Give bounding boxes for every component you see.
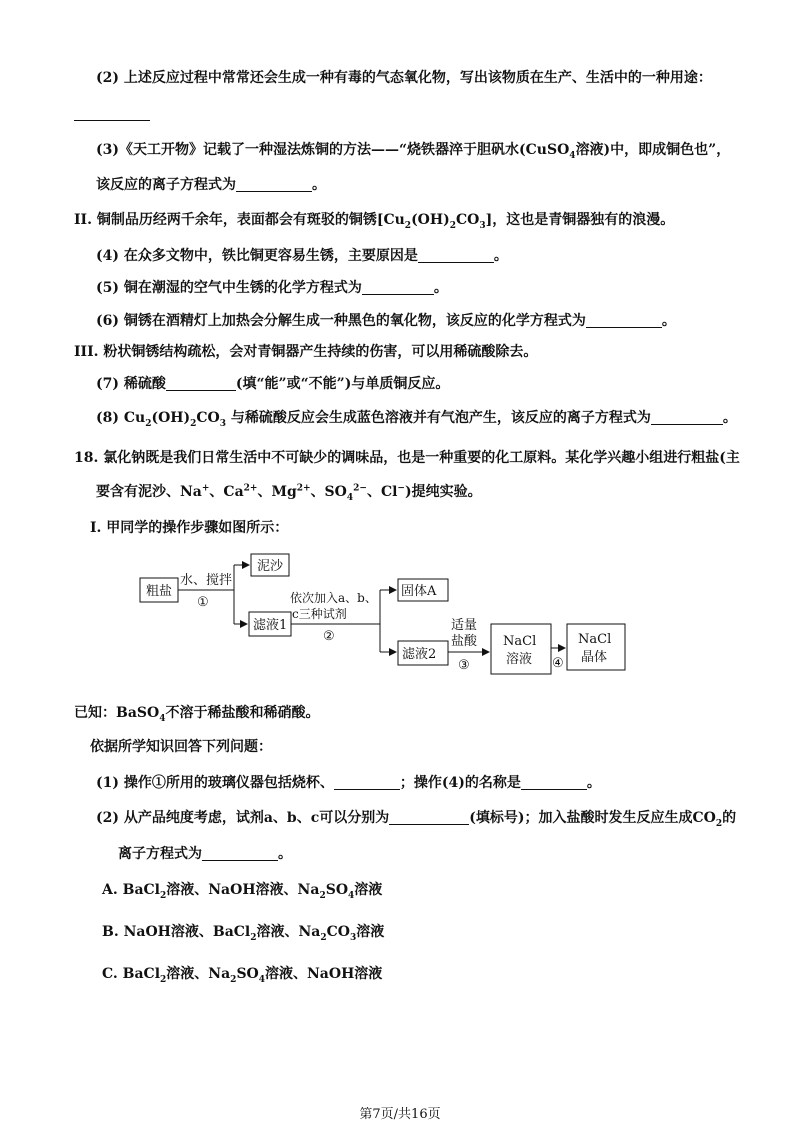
- nacl-crystal-label-1: NaCl: [578, 632, 612, 647]
- step2-label-1: 依次加入a、b、: [290, 591, 377, 605]
- section-III: III. 粉状铜锈结构疏松，会对青铜器产生持续的伤害，可以用稀硫酸除去。: [74, 344, 538, 360]
- answer-blank[interactable]: [586, 313, 662, 328]
- answer-blank[interactable]: [418, 248, 494, 263]
- q17-item-4: (4) 在众多文物中，铁比铜更容易生锈，主要原因是 。: [96, 248, 508, 264]
- answer-blank[interactable]: [521, 775, 587, 790]
- q17-item-8: (8) $Cu_2(OH)_2CO_3$ 与稀硫酸反应会生成蓝色溶液并有气泡产生，该反应的离子方程式为 。: [96, 410, 737, 429]
- q17-item-2: (2) 上述反应过程中常常还会生成一种有毒的气态氧化物，写出该物质在生产、生活中的一种用途：: [96, 70, 712, 86]
- section-II: II. 铜制品历经两千余年，表面都会有斑驳的铜锈$[Cu_2(OH)_2CO_3]$，这也是青铜器独有的浪漫。: [74, 212, 675, 231]
- answer-intro: 依据所学知识回答下列问题：: [90, 739, 272, 755]
- answer-blank[interactable]: [236, 177, 312, 192]
- crude-salt-label: 粗盐: [146, 584, 173, 599]
- q18-item-2-cont: 离子方程式为 。: [118, 846, 292, 862]
- step3-label-2: 盐酸: [451, 634, 478, 649]
- answer-blank[interactable]: [651, 410, 723, 425]
- step1-number: ①: [197, 595, 209, 610]
- nacl-crystal-label-2: 晶体: [581, 650, 608, 665]
- q18-intro-line1: 18. 氯化钠既是我们日常生活中不可缺少的调味品，也是一种重要的化工原料。某化学兴趣小组进行粗盐(主: [74, 450, 740, 466]
- known-fact: 已知：BaSO$_4$不溶于稀盐酸和稀硝酸。: [74, 705, 320, 724]
- filtrate1-label: 滤液1: [253, 618, 288, 633]
- sediment-label: 泥沙: [257, 559, 284, 574]
- answer-blank[interactable]: [202, 846, 278, 861]
- answer-blank[interactable]: [334, 775, 400, 790]
- filtrate2-label: 滤液2: [402, 647, 437, 662]
- step2-number: ②: [323, 629, 335, 644]
- answer-blank[interactable]: [362, 280, 434, 295]
- step4-number: ④: [552, 656, 564, 671]
- q18-item-2: (2) 从产品纯度考虑，试剂a、b、c可以分别为 (填标号)；加入盐酸时发生反应生成$CO_2$的: [96, 810, 737, 829]
- option-c[interactable]: C. BaCl$_2$溶液、$Na_2SO_4$溶液、NaOH溶液: [102, 966, 383, 985]
- q18-part-I: I. 甲同学的操作步骤如图所示：: [90, 520, 289, 536]
- answer-blank[interactable]: [166, 376, 236, 391]
- step2-label-2: c三种试剂: [292, 607, 347, 621]
- nacl-solution-label-1: NaCl: [503, 634, 537, 649]
- option-a[interactable]: A. BaCl$_2$溶液、NaOH溶液、$Na_2SO_4$溶液: [102, 882, 383, 901]
- q17-item-7: (7) 稀硫酸 (填“能”或“不能”)与单质铜反应。: [96, 376, 450, 392]
- page-footer: 第7页/共16页: [359, 1107, 441, 1122]
- q18-intro-line2: 要含有泥沙、Na+、$Ca^{2+}$、$Mg^{2+}$、$SO_4^{2-}$、Cl−)提纯实验。: [96, 483, 482, 503]
- q17-item-5: (5) 铜在潮湿的空气中生锈的化学方程式为 。: [96, 280, 448, 296]
- q17-item-3-cont: 该反应的离子方程式为 。: [96, 177, 326, 193]
- q17-item-3: (3)《天工开物》记载了一种湿法炼铜的方法——“烧铁器淬于胆矾水(CuSO$_4$溶液)中，即成铜色也”，: [96, 142, 731, 161]
- q17-item-6: (6) 铜锈在酒精灯上加热会分解生成一种黑色的氧化物，该反应的化学方程式为 。: [96, 313, 676, 329]
- answer-blank[interactable]: [389, 810, 469, 825]
- q18-item-1: (1) 操作①所用的玻璃仪器包括烧杯、 ；操作(4)的名称是 。: [96, 775, 601, 791]
- nacl-solution-label-2: 溶液: [506, 652, 533, 667]
- option-b[interactable]: B. NaOH溶液、BaCl$_2$溶液、$Na_2CO_3$溶液: [102, 924, 385, 943]
- step3-label-1: 适量: [451, 618, 478, 633]
- solid-a-label: 固体A: [401, 584, 437, 599]
- answer-blank[interactable]: [74, 106, 150, 121]
- purification-flow-diagram: [130, 548, 630, 680]
- step1-label: 水、搅拌: [180, 573, 233, 588]
- q17-item-2-blank: [74, 104, 150, 124]
- step3-number: ③: [458, 658, 470, 673]
